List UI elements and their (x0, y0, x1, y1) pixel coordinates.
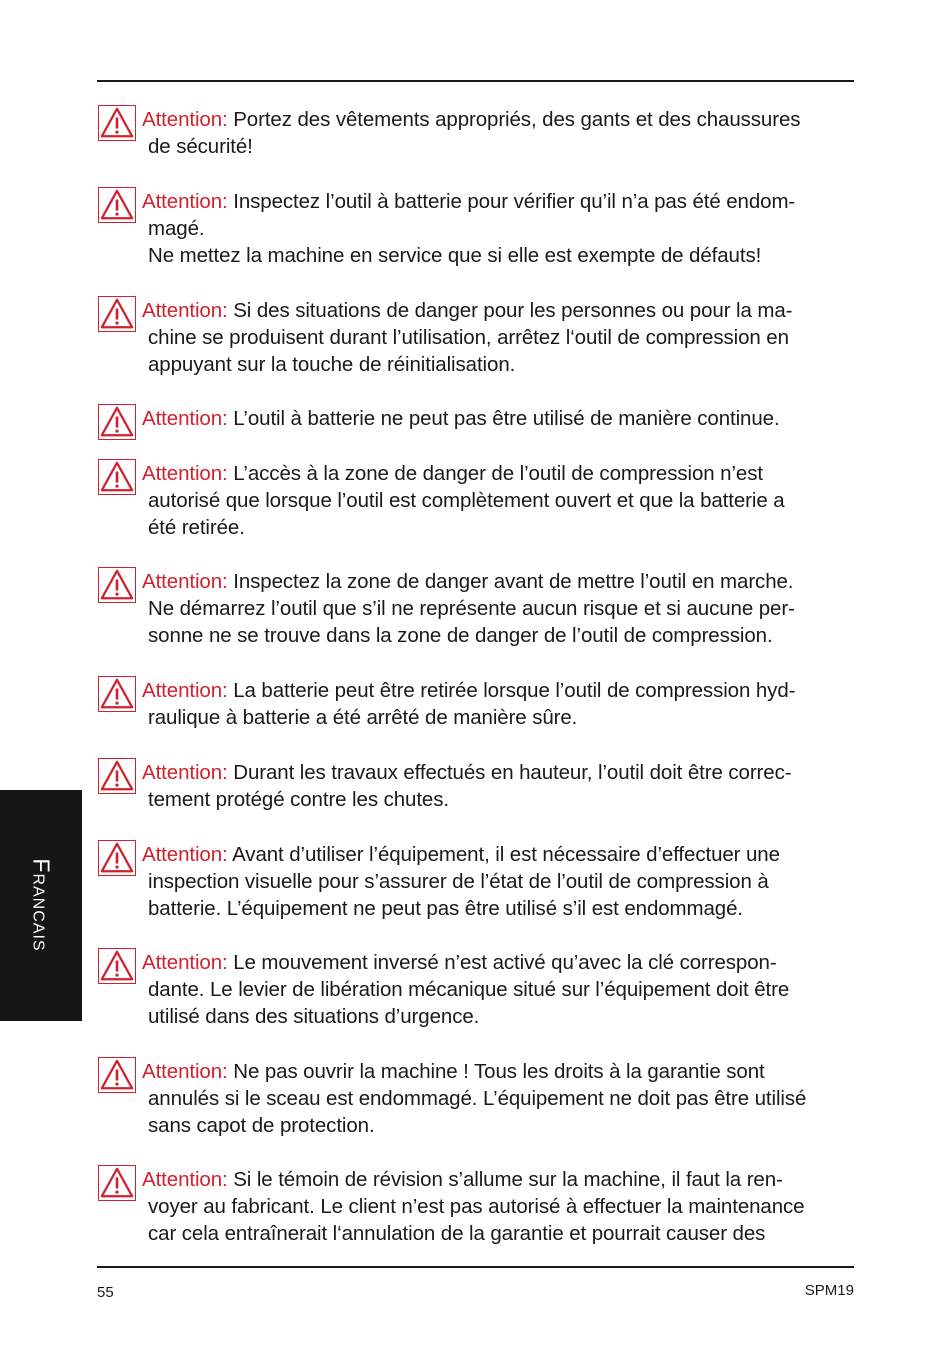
warning-first-text: Le mouvement inversé n’est activé qu’avec la clé correspon- (233, 951, 777, 974)
model-name: SPM19 (804, 1282, 854, 1299)
warning-label: Attention: (142, 299, 228, 322)
warning-item (98, 405, 858, 432)
warning-continuation-line: sonne ne se trouve dans la zone de danger de l’outil de compression. (148, 624, 773, 648)
warning-first-line (142, 949, 858, 976)
warning-text (142, 297, 858, 379)
warning-first-text: Ne pas ouvrir la machine ! Tous les droits à la garantie sont (233, 1060, 765, 1083)
warning-text (142, 460, 858, 542)
warning-continuation-line: utilisé dans des situations d’urgence. (148, 1005, 480, 1029)
warning-text (142, 568, 858, 650)
warning-continuation-line: batterie. L’équipement ne peut pas être utilisé s’il est endommagé. (148, 897, 743, 921)
warning-label: Attention: (142, 951, 228, 974)
warning-label: Attention: (142, 843, 228, 866)
warning-first-text: Portez des vêtements appropriés, des gants et des chaussures (233, 108, 801, 131)
warning-first-line (142, 841, 858, 868)
language-side-tab (0, 790, 82, 1021)
warning-triangle-icon (98, 1057, 136, 1093)
warning-first-text: Inspectez l’outil à batterie pour vérifier qu’il n’a pas été endom- (233, 190, 796, 213)
warning-continuation-line: inspection visuelle pour s’assurer de l’état de l’outil de compression à (148, 870, 769, 894)
warning-item (98, 297, 858, 379)
warning-triangle-icon (98, 567, 136, 603)
warning-first-line (142, 188, 858, 215)
warning-first-line (142, 106, 858, 133)
warning-triangle-icon (98, 105, 136, 141)
warning-triangle-icon (98, 840, 136, 876)
warning-first-text: L’outil à batterie ne peut pas être utilisé de manière continue. (233, 407, 780, 430)
bottom-rule (97, 1266, 854, 1268)
warning-text (142, 1166, 858, 1248)
warning-item (98, 677, 858, 731)
warning-item (98, 841, 858, 923)
warning-label: Attention: (142, 761, 228, 784)
warning-item (98, 568, 858, 650)
warning-label: Attention: (142, 1060, 228, 1083)
warning-first-line (142, 405, 858, 432)
warning-text (142, 188, 858, 270)
warning-label: Attention: (142, 570, 228, 593)
warning-continuation-line: été retirée. (148, 516, 245, 540)
warning-text (142, 1058, 858, 1140)
warning-label: Attention: (142, 462, 228, 485)
warning-text (142, 949, 858, 1031)
warning-text (142, 106, 858, 160)
warning-continuation-line: voyer au fabricant. Le client n’est pas autorisé à effectuer la maintenance (148, 1195, 805, 1219)
warning-triangle-icon (98, 948, 136, 984)
warning-first-text: Si des situations de danger pour les personnes ou pour la ma- (233, 299, 793, 322)
warning-continuation-line: chine se produisent durant l’utilisation, arrêtez l‘outil de compression en (148, 326, 789, 350)
warning-continuation-line: dante. Le levier de libération mécanique situé sur l’équipement doit être (148, 978, 790, 1002)
warning-continuation-line: Ne mettez la machine en service que si elle est exempte de défauts! (148, 244, 762, 268)
warning-first-line (142, 759, 858, 786)
warning-item (98, 460, 858, 542)
warning-label: Attention: (142, 679, 228, 702)
warning-triangle-icon (98, 296, 136, 332)
warning-first-text: Si le témoin de révision s’allume sur la machine, il faut la ren- (233, 1168, 783, 1191)
warning-text (142, 677, 858, 731)
warning-first-text: Inspectez la zone de danger avant de mettre l’outil en marche. (233, 570, 794, 593)
warning-item (98, 759, 858, 813)
warning-label: Attention: (142, 1168, 228, 1191)
warning-continuation-line: de sécurité! (148, 135, 253, 159)
warning-text (142, 759, 858, 813)
warning-first-text: Avant d’utiliser l’équipement, il est nécessaire d’effectuer une (232, 843, 780, 866)
warning-continuation-line: car cela entraînerait l‘annulation de la garantie et pourrait causer des (148, 1222, 766, 1246)
warning-triangle-icon (98, 187, 136, 223)
warning-first-line (142, 1058, 858, 1085)
warning-continuation-line: raulique à batterie a été arrêté de manière sûre. (148, 706, 578, 730)
warning-item (98, 949, 858, 1031)
warning-first-line (142, 1166, 858, 1193)
warning-first-line (142, 568, 858, 595)
warning-item (98, 1058, 858, 1140)
warning-label: Attention: (142, 407, 228, 430)
warning-label: Attention: (142, 108, 228, 131)
warning-continuation-line: appuyant sur la touche de réinitialisation. (148, 353, 516, 377)
warning-triangle-icon (98, 459, 136, 495)
warning-first-text: La batterie peut être retirée lorsque l’outil de compression hyd- (233, 679, 796, 702)
warning-item (98, 1166, 858, 1248)
page-number: 55 (97, 1284, 114, 1301)
warning-text (142, 841, 858, 923)
warning-label: Attention: (142, 190, 228, 213)
warning-continuation-line: annulés si le sceau est endommagé. L’équipement ne doit pas être utilisé (148, 1087, 807, 1111)
warning-item (98, 188, 858, 270)
warning-first-line (142, 677, 858, 704)
warning-continuation-line: magé. (148, 217, 205, 241)
warning-continuation-line: Ne démarrez l’outil que s’il ne représente aucun risque et si aucune per- (148, 597, 795, 621)
warning-first-text: L’accès à la zone de danger de l’outil de compression n’est (233, 462, 763, 485)
warning-triangle-icon (98, 1165, 136, 1201)
warning-triangle-icon (98, 676, 136, 712)
top-rule (97, 80, 854, 82)
warning-continuation-line: autorisé que lorsque l’outil est complètement ouvert et que la batterie a (148, 489, 785, 513)
warning-text (142, 405, 858, 432)
language-label: Francais (28, 858, 55, 952)
warning-first-line (142, 297, 858, 324)
warning-item (98, 106, 858, 160)
warning-first-text: Durant les travaux effectués en hauteur, l’outil doit être correc- (233, 761, 792, 784)
warning-triangle-icon (98, 758, 136, 794)
warning-triangle-icon (98, 404, 136, 440)
warning-first-line (142, 460, 858, 487)
warning-continuation-line: sans capot de protection. (148, 1114, 375, 1138)
warning-continuation-line: tement protégé contre les chutes. (148, 788, 449, 812)
